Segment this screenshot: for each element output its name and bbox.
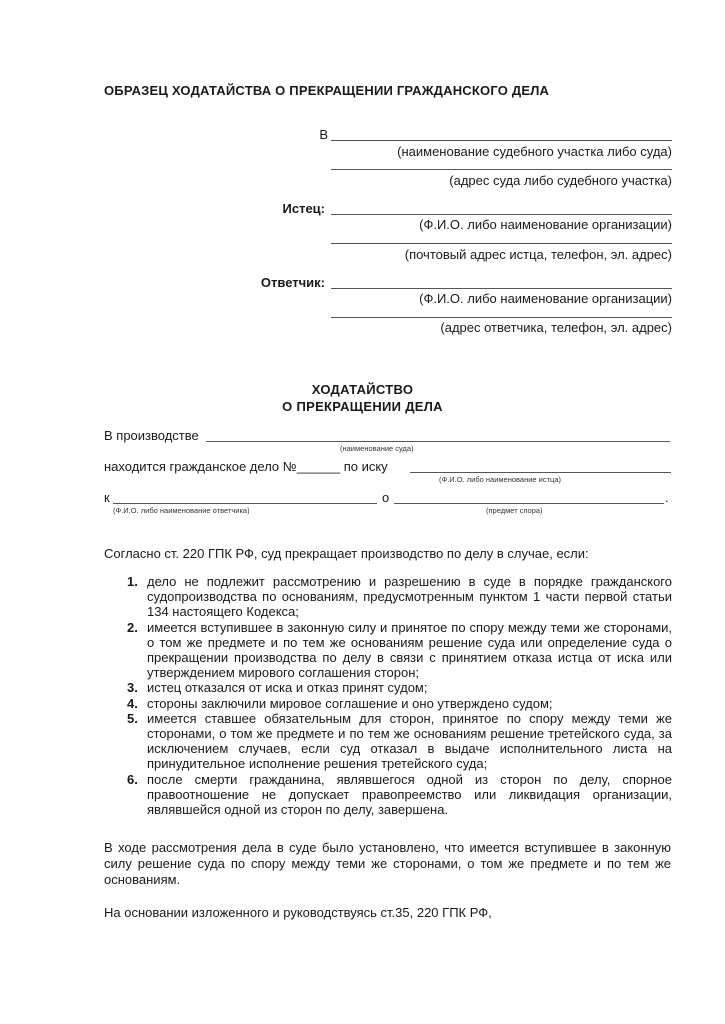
plaintiff-label: Истец: [282, 201, 325, 216]
list-item-number: 3. [127, 680, 138, 696]
list-item [120, 772, 672, 818]
defendant-name-line[interactable] [331, 288, 672, 289]
court-field-caption: (наименование суда) [340, 444, 414, 453]
list-item [120, 620, 672, 681]
defendant-field-caption: (Ф.И.О. либо наименование ответчика) [113, 506, 250, 515]
court-address-caption: (адрес суда либо судебного участка) [449, 173, 672, 188]
to-label: В [319, 127, 328, 142]
dispute-subject-caption: (предмет спора) [486, 506, 543, 515]
row3-middle: о [382, 490, 390, 505]
defendant-field[interactable] [113, 503, 377, 504]
dispute-subject-field[interactable] [394, 503, 664, 504]
row3-suffix: . [665, 490, 669, 505]
plaintiff-field-caption: (Ф.И.О. либо наименование истца) [439, 475, 562, 484]
list-item-text: после смерти гражданина, являвшегося одной из сторон по делу, спорное правоотношение не допускает правопреемство или ликвидация организации, являвшейся одной из сторон по делу, завершена. [147, 771, 672, 818]
court-field[interactable] [206, 441, 670, 442]
list-item-text: истец отказался от иска и отказ принят судом; [147, 680, 428, 696]
basis-paragraph: На основании изложенного и руководствуясь ст.35, 220 ГПК РФ, [104, 905, 492, 920]
intro-paragraph: Согласно ст. 220 ГПК РФ, суд прекращает производство по делу в случае, если: [104, 546, 589, 561]
petition-title-line2: О ПРЕКРАЩЕНИИ ДЕЛА [282, 399, 443, 414]
plaintiff-field[interactable] [410, 472, 671, 473]
list-item-text: имеется ставшее обязательным для сторон, принятое по спору между теми же сторонами, о том же предмете и по тем же основаниям решение третейского суда, за исключением случаев, если суд отказал в выдаче исполнительного листа на принудительное исполнение решения третейского суда; [147, 710, 672, 772]
defendant-name-caption: (Ф.И.О. либо наименование организации) [419, 291, 672, 306]
list-item [120, 680, 672, 695]
grounds-list [120, 574, 672, 817]
row3-prefix: к [104, 490, 110, 505]
list-item-number: 1. [127, 574, 138, 589]
list-item-text: стороны заключили мировое соглашение и оно утверждено судом; [147, 695, 553, 711]
court-name-line[interactable] [331, 140, 672, 141]
row2-prefix: находится гражданское дело №______ по иску [104, 459, 388, 474]
court-name-caption: (наименование судебного участка либо суда) [397, 144, 672, 159]
plaintiff-name-line[interactable] [331, 214, 672, 215]
petition-title-line1: ХОДАТАЙСТВО [311, 382, 414, 397]
plaintiff-address-line[interactable] [331, 243, 672, 244]
plaintiff-address-caption: (почтовый адрес истца, телефон, эл. адрес) [404, 247, 672, 262]
court-address-line[interactable] [331, 169, 672, 170]
list-item [120, 696, 672, 711]
defendant-address-caption: (адрес ответчика, телефон, эл. адрес) [440, 320, 672, 335]
finding-paragraph: В ходе рассмотрения дела в суде было установлено, что имеется вступившее в законную силу решение суда по спору между теми же сторонами, о том же предмете и по тем же основаниям. [104, 840, 671, 887]
document-title: ОБРАЗЕЦ ХОДАТАЙСТВА О ПРЕКРАЩЕНИИ ГРАЖДАНСКОГО ДЕЛА [104, 83, 550, 98]
defendant-label: Ответчик: [260, 275, 325, 290]
list-item-number: 4. [127, 695, 138, 711]
list-item [120, 574, 672, 620]
defendant-address-line[interactable] [331, 317, 672, 318]
list-item-number: 5. [127, 710, 138, 726]
list-item-text: имеется вступившее в законную силу и принятое по спору между теми же сторонами, о том же предмете и по тем же основаниям решение суда или определение суда о прекращении производства по делу в связи с принятием отказа истца от иска или утверждением мирового соглашения сторон; [147, 619, 672, 681]
plaintiff-name-caption: (Ф.И.О. либо наименование организации) [419, 217, 672, 232]
list-item-number: 6. [127, 771, 138, 787]
list-item-number: 2. [127, 619, 138, 635]
list-item [120, 711, 672, 772]
row1-prefix: В производстве [104, 428, 199, 443]
list-item-text: дело не подлежит рассмотрению и разрешению в суде в порядке гражданского судопроизводства по основаниям, предусмотренным пунктом 1 части первой статьи 134 настоящего Кодекса; [147, 574, 672, 620]
